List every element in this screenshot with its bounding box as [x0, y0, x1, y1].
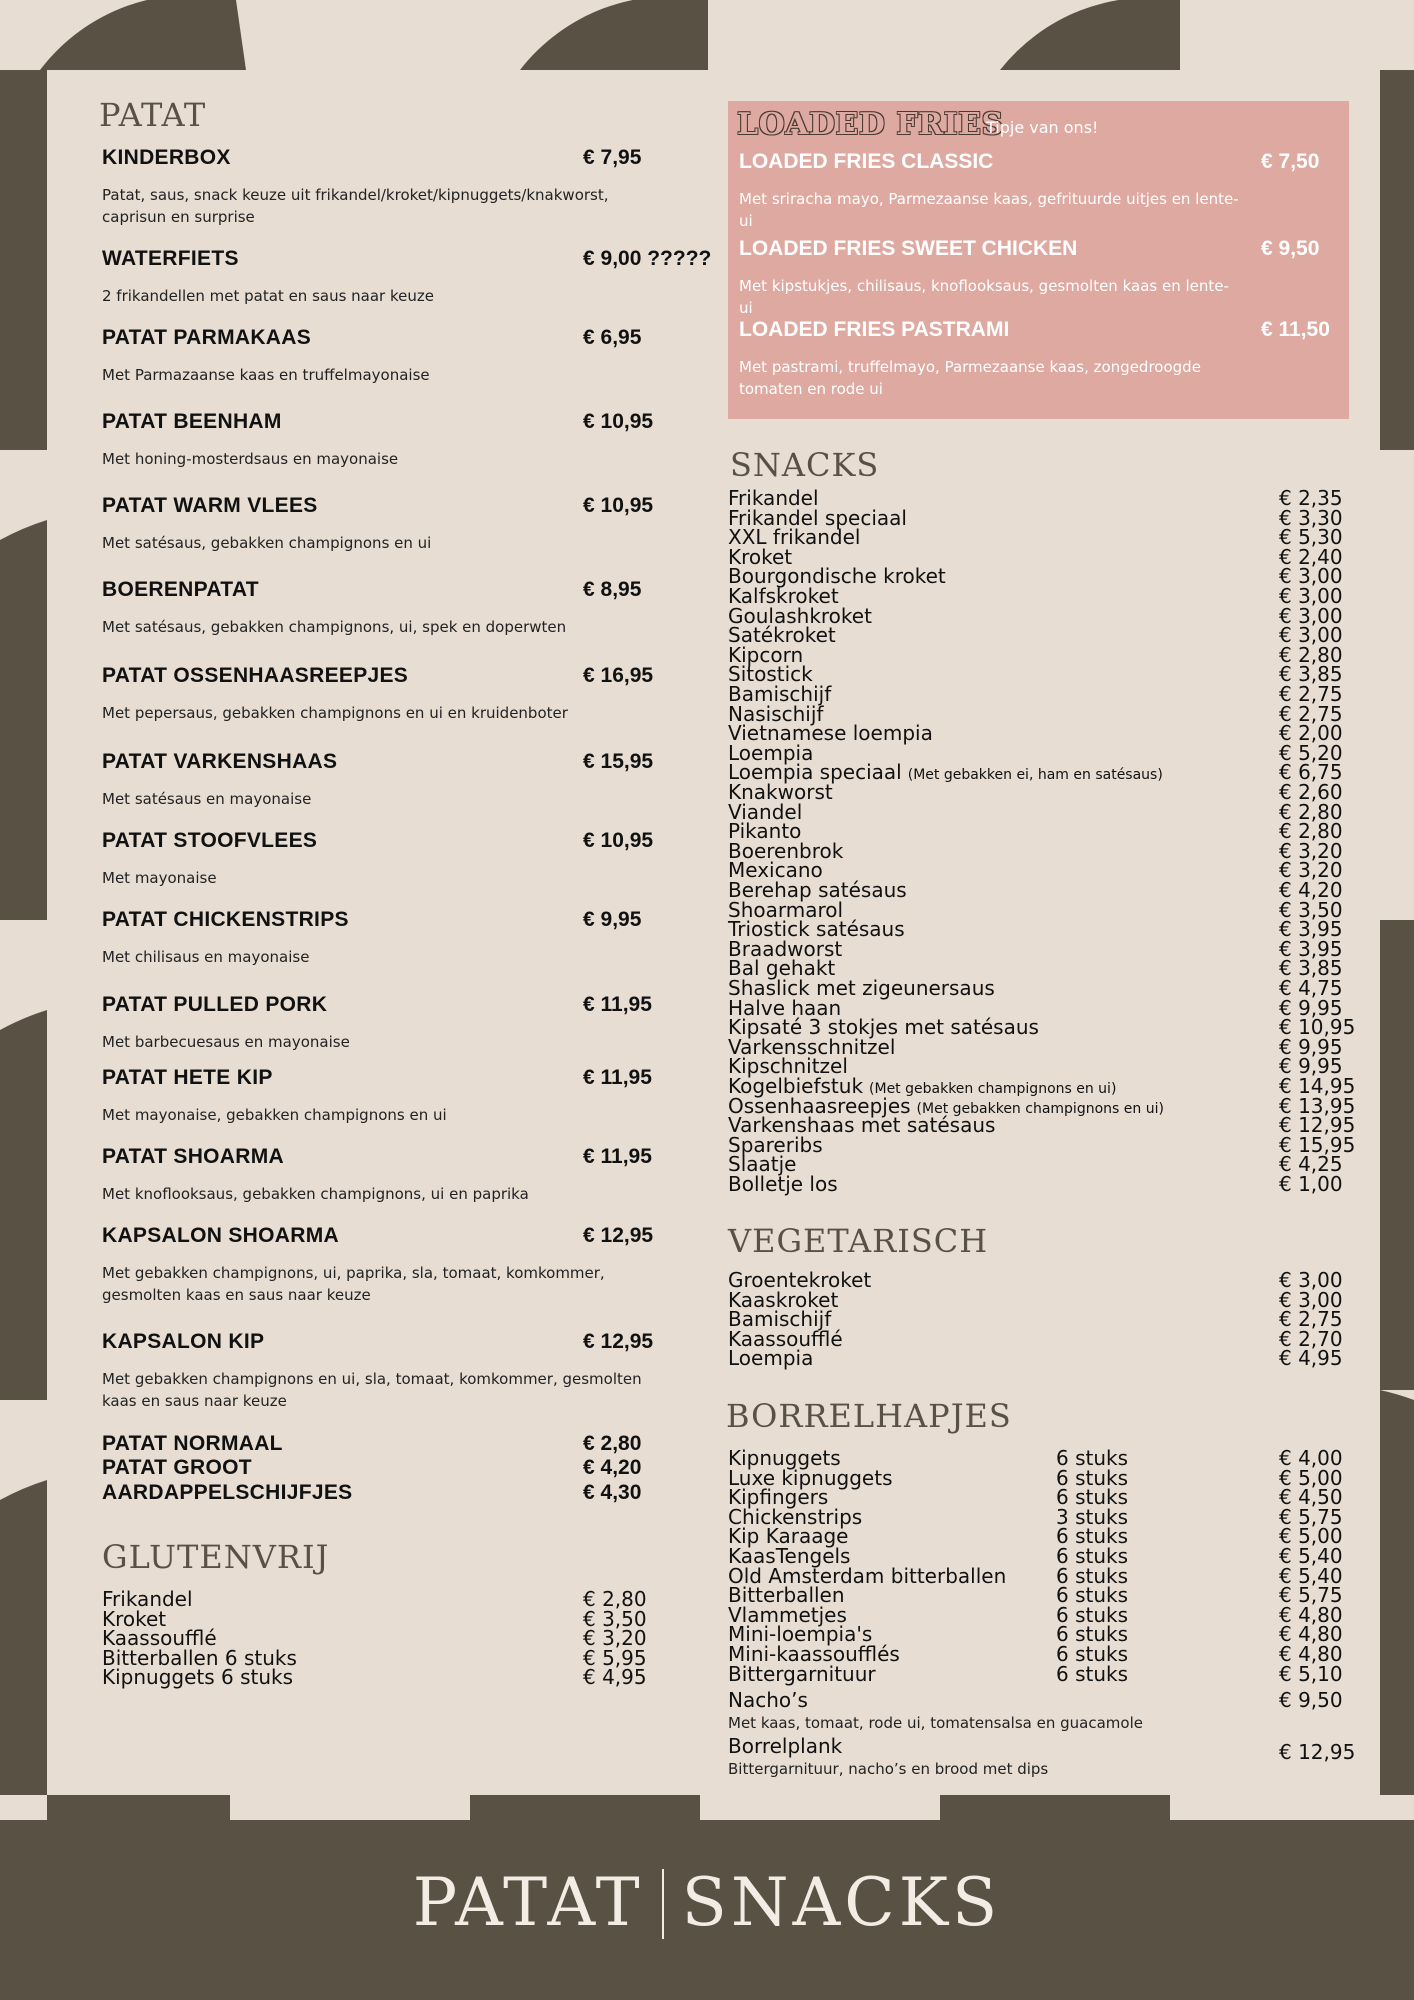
- dish-desc: Met honing-mosterdsaus en mayonaise: [102, 450, 399, 468]
- glutenvrij-title: GLUTENVRIJ: [102, 1538, 330, 1576]
- simple-item: [102, 1456, 662, 1480]
- snack-item: [728, 1113, 1368, 1138]
- footer-title: [0, 1864, 1414, 1943]
- dish-item: [102, 410, 722, 470]
- borrel-qty: 6 stuks: [1056, 1661, 1129, 1686]
- dish-desc: Met gebakken champignons, ui, paprika, sla, tomaat, komkommer, gesmolten kaas en saus naar keuze: [102, 1264, 605, 1304]
- dish-name: PATAT SHOARMA: [102, 1145, 284, 1168]
- snack-price: € 1,00: [1279, 1172, 1343, 1196]
- vegetarisch-price: € 3,00: [1279, 1287, 1343, 1312]
- snack-price: € 9,95: [1279, 995, 1343, 1020]
- patat-title: PATAT: [99, 96, 207, 134]
- snack-price: € 3,00: [1279, 623, 1343, 648]
- borrel-name: Mini-kaassoufflés: [728, 1642, 900, 1666]
- borrelplank-price: € 12,95: [1279, 1740, 1356, 1764]
- snack-name: Shaslick met zigeunersaus: [728, 976, 995, 1000]
- snack-name: Kipsaté 3 stokjes met satésaus: [728, 1015, 1039, 1040]
- snack-price: € 3,20: [1279, 838, 1343, 863]
- loaded-fries-name: LOADED FRIES CLASSIC: [739, 150, 994, 173]
- dish-item: [102, 1330, 722, 1412]
- dish-price: € 16,95: [583, 664, 654, 687]
- loaded-fries-item: [739, 150, 1339, 232]
- borrelplank-name: Borrelplank: [728, 1734, 843, 1758]
- snack-price: € 9,95: [1279, 1034, 1343, 1059]
- simple-price: € 4,20: [583, 1456, 642, 1479]
- snack-name: Nasischijf: [728, 701, 824, 726]
- loaded-fries-price: € 11,50: [1261, 318, 1330, 341]
- dish-desc: Met knoflooksaus, gebakken champignons, ui en paprika: [102, 1185, 529, 1203]
- snack-name: Kroket: [728, 544, 793, 569]
- snack-item: [728, 721, 1368, 746]
- borrel-price: € 5,40: [1279, 1544, 1343, 1568]
- snack-note: (Met gebakken champignons en ui): [869, 1081, 1117, 1097]
- footer-divider: [662, 1869, 664, 1939]
- borrel-qty: 6 stuks: [1056, 1485, 1129, 1510]
- snack-name: Frikandel: [728, 486, 819, 510]
- snack-name: Loempia speciaal: [728, 760, 902, 785]
- nachos-price: € 9,50: [1279, 1688, 1343, 1712]
- snack-price: € 15,95: [1279, 1132, 1356, 1157]
- simple-name: PATAT NORMAAL: [102, 1432, 283, 1455]
- snack-item: [728, 1174, 1368, 1194]
- dish-price: € 15,95: [583, 750, 654, 773]
- loaded-fries-price: € 9,50: [1261, 237, 1320, 260]
- dish-name: PATAT STOOFVLEES: [102, 829, 318, 852]
- snack-item: [728, 799, 1368, 824]
- snack-price: € 4,25: [1279, 1152, 1343, 1177]
- snack-name: Pikanto: [728, 819, 802, 844]
- dish-name: PATAT PARMAKAAS: [102, 326, 312, 349]
- borrel-price: € 4,50: [1279, 1485, 1343, 1510]
- loaded-fries-name: LOADED FRIES SWEET CHICKEN: [739, 237, 1078, 260]
- snack-item: [728, 1132, 1368, 1157]
- snack-price: € 10,95: [1279, 1015, 1356, 1040]
- dish-price: € 10,95: [583, 829, 654, 852]
- borrel-qty: 6 stuks: [1056, 1544, 1129, 1568]
- glutenvrij-name: Frikandel: [102, 1587, 193, 1611]
- dish-name: KAPSALON SHOARMA: [102, 1224, 339, 1247]
- snack-name: Halve haan: [728, 995, 842, 1020]
- dish-desc: Met gebakken champignons en ui, sla, tomaat, komkommer, gesmolten kaas en saus naar keuze: [102, 1370, 642, 1410]
- loaded-fries-tip: Tipje van ons!: [986, 118, 1099, 137]
- snack-name: Spareribs: [728, 1132, 823, 1157]
- snack-price: € 2,80: [1279, 642, 1343, 667]
- snack-item: [728, 642, 1368, 667]
- borrel-price: € 4,80: [1279, 1642, 1343, 1666]
- dish-item: [102, 664, 722, 724]
- dish-name: BOERENPATAT: [102, 578, 259, 601]
- dish-name: WATERFIETS: [102, 247, 239, 270]
- snack-name: Bolletje los: [728, 1172, 838, 1196]
- snack-name: Braadworst: [728, 936, 843, 961]
- borrel-name: Kipfingers: [728, 1485, 829, 1510]
- dish-price: € 7,95: [583, 146, 642, 169]
- snack-price: € 2,80: [1279, 819, 1343, 844]
- glutenvrij-name: Kaassoufflé: [102, 1626, 217, 1651]
- glutenvrij-item: [102, 1587, 662, 1611]
- snack-item: [728, 838, 1368, 863]
- snack-price: € 3,95: [1279, 917, 1343, 942]
- borrel-price: € 5,00: [1279, 1465, 1343, 1490]
- borrel-name: Kip Karaage: [728, 1524, 849, 1549]
- snack-name: Goulashkroket: [728, 603, 872, 628]
- borrel-name: KaasTengels: [728, 1544, 851, 1568]
- loaded-fries-item: [739, 318, 1339, 400]
- dish-item: [102, 1224, 722, 1306]
- vegetarisch-price: € 2,70: [1279, 1326, 1343, 1351]
- dish-name: PATAT VARKENSHAAS: [102, 750, 338, 773]
- snack-name: Shoarmarol: [728, 897, 844, 922]
- loaded-fries-item: [739, 237, 1339, 319]
- loaded-fries-desc: Met kipstukjes, chilisaus, knoflooksaus, gesmolten kaas en lente-ui: [739, 277, 1229, 317]
- borrel-item: [728, 1661, 1368, 1686]
- snack-name: Satékroket: [728, 623, 836, 648]
- dish-item: [102, 1145, 722, 1205]
- snack-name: Ossenhaasreepjes: [728, 1093, 911, 1118]
- snack-price: € 2,75: [1279, 682, 1343, 706]
- vegetarisch-price: € 4,95: [1279, 1346, 1343, 1371]
- borrel-name: Mini-loempia's: [728, 1622, 873, 1647]
- borrel-price: € 4,80: [1279, 1622, 1343, 1647]
- simple-price: € 4,30: [583, 1481, 642, 1504]
- snack-price: € 3,85: [1279, 956, 1343, 981]
- snack-price: € 3,85: [1279, 662, 1343, 687]
- loaded-fries-name: LOADED FRIES PASTRAMI: [739, 318, 1010, 341]
- snack-name: Mexicano: [728, 858, 823, 883]
- dish-name: KAPSALON KIP: [102, 1330, 265, 1353]
- loaded-fries-title: LOADED FRIES: [737, 107, 1004, 142]
- dish-price: € 11,95: [583, 1066, 652, 1089]
- simple-name: PATAT GROOT: [102, 1456, 252, 1479]
- snack-price: € 12,95: [1279, 1113, 1356, 1138]
- simple-price: € 2,80: [583, 1432, 642, 1455]
- snack-name: Viandel: [728, 799, 803, 824]
- borrel-price: € 5,75: [1279, 1583, 1343, 1608]
- snack-name: Kalfskroket: [728, 584, 839, 608]
- borrel-qty: 6 stuks: [1056, 1642, 1129, 1666]
- dish-price: € 10,95: [583, 410, 654, 433]
- dish-desc: Met mayonaise, gebakken champignons en ui: [102, 1106, 447, 1124]
- dish-name: KINDERBOX: [102, 146, 231, 169]
- snack-name: Varkensschnitzel: [728, 1034, 896, 1059]
- snack-price: € 3,20: [1279, 858, 1343, 883]
- glutenvrij-item: [102, 1665, 662, 1690]
- footer-left: PATAT: [412, 1864, 644, 1941]
- snack-name: Kipcorn: [728, 642, 804, 667]
- borrel-price: € 5,75: [1279, 1504, 1343, 1529]
- snack-price: € 3,95: [1279, 936, 1343, 961]
- borrel-price: € 5,10: [1279, 1661, 1343, 1686]
- borrel-qty: 3 stuks: [1056, 1504, 1129, 1529]
- dish-desc: Met satésaus en mayonaise: [102, 790, 312, 808]
- borrel-name: Vlammetjes: [728, 1602, 847, 1627]
- borrel-name: Old Amsterdam bitterballen: [728, 1563, 1007, 1588]
- dish-item: [102, 829, 722, 889]
- snack-name: XXL frikandel: [728, 525, 861, 550]
- dish-price: € 9,00 ?????: [583, 247, 712, 270]
- borrel-name: Chickenstrips: [728, 1504, 863, 1529]
- dish-price: € 12,95: [583, 1330, 654, 1353]
- snack-price: € 2,35: [1279, 486, 1343, 510]
- borrel-qty: 6 stuks: [1056, 1465, 1129, 1490]
- glutenvrij-price: € 2,80: [583, 1587, 647, 1611]
- snack-price: € 2,60: [1279, 780, 1343, 804]
- borrelplank-desc: Bittergarnituur, nacho’s en brood met dips: [728, 1760, 1049, 1778]
- dish-item: [102, 908, 722, 968]
- borrel-qty: 6 stuks: [1056, 1446, 1129, 1470]
- vegetarisch-name: Groentekroket: [728, 1268, 872, 1292]
- dish-desc: Met satésaus, gebakken champignons en ui: [102, 534, 432, 552]
- dish-desc: Met barbecuesaus en mayonaise: [102, 1033, 350, 1051]
- borrel-name: Bitterballen: [728, 1583, 845, 1608]
- footer-right: SNACKS: [681, 1864, 1002, 1941]
- dish-price: € 10,95: [583, 494, 654, 517]
- loaded-fries-desc: Met sriracha mayo, Parmezaanse kaas, gefrituurde uitjes en lente-ui: [739, 190, 1239, 230]
- dish-name: PATAT WARM VLEES: [102, 494, 318, 517]
- snack-price: € 4,20: [1279, 878, 1343, 902]
- borrel-qty: 6 stuks: [1056, 1563, 1129, 1588]
- vegetarisch-price: € 3,00: [1279, 1268, 1343, 1292]
- borrel-qty: 6 stuks: [1056, 1524, 1129, 1549]
- borrel-price: € 5,00: [1279, 1524, 1343, 1549]
- glutenvrij-price: € 3,50: [583, 1606, 647, 1631]
- dish-item: [102, 1066, 722, 1126]
- glutenvrij-price: € 5,95: [583, 1645, 647, 1670]
- snack-name: Slaatje: [728, 1152, 797, 1177]
- loaded-fries-desc: Met pastrami, truffelmayo, Parmezaanse kaas, zongedroogde tomaten en rode ui: [739, 358, 1201, 398]
- glutenvrij-name: Bitterballen 6 stuks: [102, 1645, 297, 1670]
- borrel-price: € 5,40: [1279, 1563, 1343, 1588]
- dish-item: [102, 578, 722, 638]
- dish-price: € 11,95: [583, 1145, 652, 1168]
- snack-name: Kogelbiefstuk: [728, 1074, 864, 1098]
- borrel-price: € 4,00: [1279, 1446, 1343, 1470]
- dish-price: € 9,95: [583, 908, 642, 931]
- snack-name: Varkenshaas met satésaus: [728, 1113, 996, 1138]
- snack-price: € 13,95: [1279, 1093, 1356, 1118]
- snack-name: Knakworst: [728, 780, 833, 804]
- glutenvrij-name: Kipnuggets 6 stuks: [102, 1665, 294, 1690]
- borrelhapjes-title: BORRELHAPJES: [726, 1397, 1012, 1435]
- dish-desc: Met satésaus, gebakken champignons, ui, spek en doperwten: [102, 618, 567, 636]
- borrel-qty: 6 stuks: [1056, 1583, 1129, 1608]
- glutenvrij-price: € 4,95: [583, 1665, 647, 1690]
- vegetarisch-name: Kaaskroket: [728, 1287, 839, 1312]
- dish-desc: Met mayonaise: [102, 869, 217, 887]
- snack-price: € 14,95: [1279, 1074, 1356, 1098]
- snack-price: € 3,00: [1279, 564, 1343, 589]
- snack-price: € 2,80: [1279, 799, 1343, 824]
- dish-price: € 12,95: [583, 1224, 654, 1247]
- dish-desc: Met Parmazaanse kaas en truffelmayonaise: [102, 366, 430, 384]
- dish-name: PATAT HETE KIP: [102, 1066, 273, 1089]
- vegetarisch-title: VEGETARISCH: [728, 1222, 989, 1260]
- dish-item: [102, 247, 722, 307]
- nachos-desc: Met kaas, tomaat, rode ui, tomatensalsa en guacamole: [728, 1714, 1143, 1732]
- dish-price: € 11,95: [583, 993, 652, 1016]
- snack-item: [728, 782, 1368, 802]
- snack-name: Sitostick: [728, 662, 813, 687]
- dish-item: [102, 993, 722, 1053]
- vegetarisch-name: Loempia: [728, 1346, 814, 1371]
- vegetarisch-item: [728, 1346, 1368, 1371]
- snack-name: Frikandel speciaal: [728, 505, 907, 530]
- dish-desc: Patat, saus, snack keuze uit frikandel/kroket/kipnuggets/knakworst, caprisun en surprise: [102, 186, 609, 226]
- vegetarisch-name: Bamischijf: [728, 1307, 832, 1332]
- snack-price: € 5,30: [1279, 525, 1343, 550]
- dish-item: [102, 494, 722, 554]
- loaded-fries-box: [728, 101, 1349, 419]
- dish-desc: 2 frikandellen met patat en saus naar keuze: [102, 287, 434, 305]
- loaded-fries-price: € 7,50: [1261, 150, 1320, 173]
- nachos-name: Nacho’s: [728, 1688, 808, 1712]
- snack-item: [728, 525, 1368, 550]
- vegetarisch-name: Kaassoufflé: [728, 1326, 843, 1351]
- simple-name: AARDAPPELSCHIJFJES: [102, 1481, 353, 1504]
- snack-price: € 9,95: [1279, 1054, 1343, 1079]
- dish-desc: Met chilisaus en mayonaise: [102, 948, 310, 966]
- borrel-name: Bittergarnituur: [728, 1661, 876, 1686]
- snack-price: € 3,00: [1279, 603, 1343, 628]
- snack-name: Bamischijf: [728, 682, 832, 706]
- snack-name: Bourgondische kroket: [728, 564, 946, 589]
- snack-note: (Met gebakken champignons en ui): [916, 1100, 1164, 1117]
- snack-name: Bal gehakt: [728, 956, 836, 981]
- borrel-name: Kipnuggets: [728, 1446, 841, 1470]
- dish-name: PATAT BEENHAM: [102, 410, 282, 433]
- snack-name: Boerenbrok: [728, 838, 844, 863]
- borrel-qty: 6 stuks: [1056, 1622, 1129, 1647]
- snack-name: Kipschnitzel: [728, 1054, 848, 1079]
- dish-price: € 6,95: [583, 326, 642, 349]
- simple-item: [102, 1481, 662, 1505]
- dish-name: PATAT CHICKENSTRIPS: [102, 908, 349, 931]
- snack-name: Vietnamese loempia: [728, 721, 933, 746]
- borrel-qty: 6 stuks: [1056, 1602, 1129, 1627]
- snack-name: Berehap satésaus: [728, 878, 907, 902]
- snack-name: Triostick satésaus: [728, 917, 905, 942]
- snack-price: € 2,00: [1279, 721, 1343, 746]
- snack-price: € 3,50: [1279, 897, 1343, 922]
- borrel-price: € 4,80: [1279, 1602, 1343, 1627]
- dish-price: € 8,95: [583, 578, 642, 601]
- snack-price: € 3,30: [1279, 505, 1343, 530]
- snack-price: € 2,75: [1279, 701, 1343, 726]
- simple-item: [102, 1432, 662, 1456]
- snack-note: (Met gebakken ei, ham en satésaus): [907, 767, 1163, 784]
- borrel-name: Luxe kipnuggets: [728, 1465, 893, 1490]
- glutenvrij-name: Kroket: [102, 1606, 167, 1631]
- snack-price: € 5,20: [1279, 740, 1343, 765]
- footer: [0, 1820, 1414, 2000]
- borrelplank-row: [728, 1734, 1368, 1764]
- snack-item: [728, 684, 1368, 704]
- snack-price: € 6,75: [1279, 760, 1343, 785]
- dish-item: [102, 750, 722, 810]
- dish-name: PATAT OSSENHAASREEPJES: [102, 664, 409, 687]
- dish-name: PATAT PULLED PORK: [102, 993, 328, 1016]
- snack-item: [728, 623, 1368, 648]
- dish-item: [102, 146, 722, 228]
- snack-price: € 4,75: [1279, 976, 1343, 1000]
- vegetarisch-price: € 2,75: [1279, 1307, 1343, 1332]
- dish-item: [102, 326, 722, 386]
- snack-price: € 3,00: [1279, 584, 1343, 608]
- snack-price: € 2,40: [1279, 544, 1343, 569]
- vegetarisch-item: [728, 1326, 1368, 1351]
- snacks-title: SNACKS: [730, 446, 880, 484]
- nachos-row: [728, 1690, 1368, 1710]
- glutenvrij-price: € 3,20: [583, 1626, 647, 1651]
- dish-desc: Met pepersaus, gebakken champignons en ui en kruidenboter: [102, 704, 568, 722]
- snack-name: Loempia: [728, 740, 814, 765]
